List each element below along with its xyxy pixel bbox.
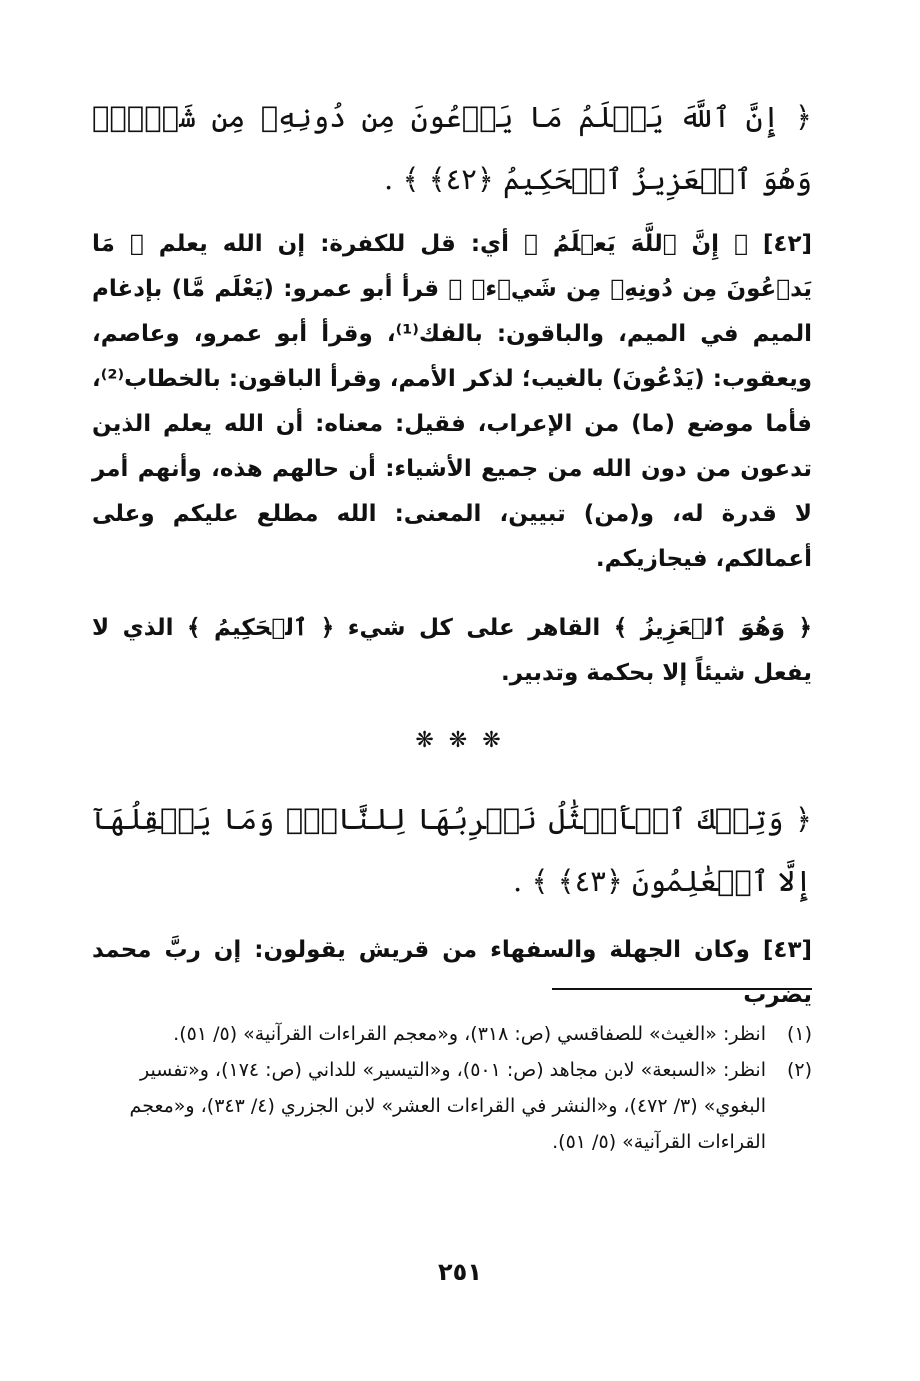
page-number: ٢٥١ bbox=[438, 1258, 482, 1286]
commentary-43: [٤٣] وكان الجهلة والسفهاء من قريش يقولون: إن ربَّ محمد يضرب bbox=[92, 937, 812, 1008]
footnote-item bbox=[92, 1052, 812, 1160]
footnote-item bbox=[92, 1016, 812, 1052]
verse-43: ﴿ وَتِلۡكَ ٱلۡأَمۡثَٰلُ نَضۡرِبُهَا لِلنَّاسِۖ وَمَا يَعۡقِلُهَآ إِلَّا ٱلۡعَٰلِمُونَ ﴿٤٣﴾ ﴾ . bbox=[92, 802, 812, 898]
footnote-text: انظر: «السبعة» لابن مجاهد (ص: ٥٠١)، و«التيسير» للداني (ص: ١٧٤)، و«تفسير البغوي» (٣/ ٤٧٢)، و«النشر في القراءات العشر» لابن الجزري (٤/ ٣٤٣)، و«معجم القراءات القرآنية» (٥/ ٥١). bbox=[129, 1059, 766, 1153]
footnote-text: انظر: «الغيث» للصفاقسي (ص: ٣١٨)، و«معجم القراءات القرآنية» (٥/ ٥١). bbox=[173, 1023, 766, 1045]
commentary-42-continued: ﴿ وَهُوَ ٱلۡعَزِيزُ ﴾ القاهر على كل شيء ﴿ ٱلۡحَكِيمُ ﴾ الذي لا يفعل شيئاً إلا بحكمة وتدبير. bbox=[92, 615, 812, 686]
footnote-number: (١) bbox=[786, 1023, 812, 1045]
footnote-number: (٢) bbox=[786, 1059, 812, 1081]
section-separator: ❋ ❋ ❋ bbox=[415, 728, 505, 753]
footnote-divider bbox=[552, 988, 812, 990]
verse-42: ﴿ إِنَّ ٱللَّهَ يَعۡلَمُ مَا يَدۡعُونَ مِن دُونِهِۦ مِن شَيۡءٖۚ وَهُوَ ٱلۡعَزِيزُ ٱلۡحَكِيمُ ﴿٤٢﴾ ﴾ . bbox=[92, 100, 812, 196]
footnotes bbox=[92, 1016, 812, 1160]
commentary-42: [٤٢] ﴿ إِنَّ ٱللَّهَ يَعۡلَمُ ﴾ أي: قل للكفرة: إن الله يعلم ﴿ مَا يَدۡعُونَ مِن دُونِهِۦ مِن شَيۡءٖ ﴾ قرأ أبو عمرو: (يَعْلَم مَّا) بإدغام الميم في الميم، والباقون: بالفك⁽¹⁾، وقرأ أبو عمرو، وعاصم، ويعقوب: (يَدْعُونَ) بالغيب؛ لذكر الأمم، وقرأ الباقون: بالخطاب⁽²⁾، فأما موضع (ما) من الإعراب، فقيل: معناه: أن الله يعلم الذين تدعون من دون الله من جميع الأشياء: أن حالهم هذه، وأنهم أمر لا قدرة له، و(من) تبيين، المعنى: الله مطلع عليكم وعلى أعمالكم، فيجازيكم. bbox=[92, 231, 812, 572]
